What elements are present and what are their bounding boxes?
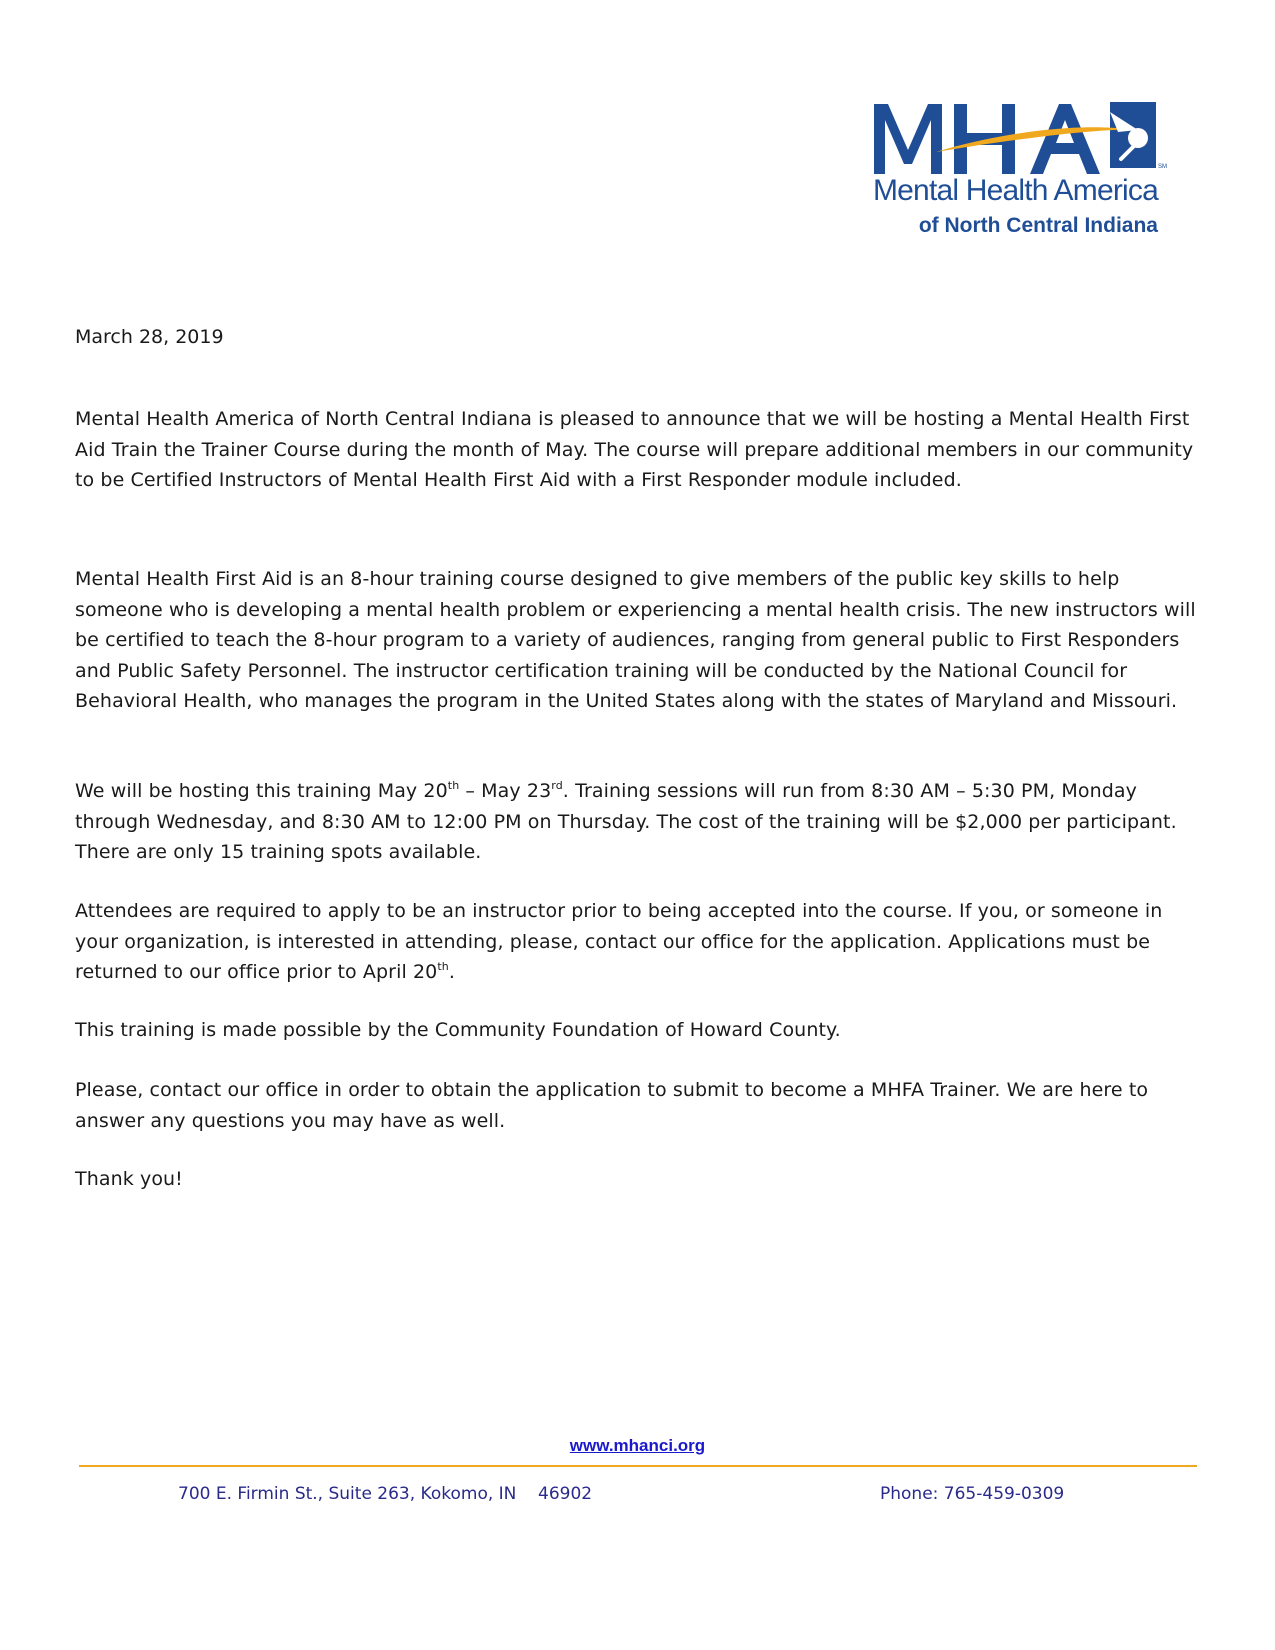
application-sup: th: [437, 960, 449, 973]
closing: Thank you!: [75, 1168, 183, 1190]
letter-date: March 28, 2019: [75, 326, 224, 348]
website-link[interactable]: www.mhanci.org: [569, 1436, 706, 1455]
paragraph-schedule: [75, 776, 1205, 868]
paragraph-announcement: Mental Health America of North Central Indiana is pleased to announce that we will be hosting a Mental Health First Aid Train the Trainer Course during the month of May. The course will prepare additional members in our community to be Certified Instructors of Mental Health First Aid with a First Responder module included.: [75, 408, 1194, 491]
schedule-text-a: We will be hosting this training May 20: [75, 780, 448, 802]
schedule-text-b: – May 23: [459, 780, 552, 802]
application-text-a: Attendees are required to apply to be an instructor prior to being accepted into the course. If you, or someone in your organization, is interested in attending, please, contact our office for the application. Applications must be returned to our office prior to April 20: [75, 900, 1163, 983]
org-name-line1: Mental Health America: [872, 174, 1158, 207]
org-name-line2: of North Central Indiana: [918, 214, 1158, 237]
application-text-b: .: [448, 961, 455, 983]
schedule-sup-2: rd: [551, 779, 563, 792]
paragraph-program-description: Mental Health First Aid is an 8-hour training course designed to give members of the public key skills to help someone who is developing a mental health problem or experiencing a mental health crisis. The new instructors will be certified to teach the 8-hour program to a variety of audiences, ranging from general public to First Responders and Public Safety Personnel. The instructor certification training will be conducted by the National Council for Behavioral Health, who manages the program in the United States along with the states of Maryland and Missouri.: [75, 568, 1196, 712]
schedule-sup-1: th: [447, 779, 460, 792]
mha-logo-mark: [872, 98, 1168, 178]
schedule-text-c: . Training sessions will run from 8:30 AM – 5:30 PM, Monday through Wednesday, and 8:30 AM to 12:00 PM on Thursday. The cost of the training will be $2,000 per participant. There are only 15 training spots available.: [75, 780, 1177, 863]
footer-divider: [79, 1465, 1197, 1467]
mha-logo: [868, 98, 1168, 238]
footer-address: 700 E. Firmin St., Suite 263, Kokomo, IN 46902: [178, 1484, 593, 1504]
svg-text:SM: SM: [1158, 164, 1167, 170]
footer-phone: Phone: 765-459-0309: [880, 1484, 1065, 1504]
paragraph-sponsor: This training is made possible by the Community Foundation of Howard County.: [75, 1019, 841, 1041]
paragraph-contact: Please, contact our office in order to obtain the application to submit to become a MHFA Trainer. We are here to answer any questions you may have as well.: [75, 1079, 1149, 1132]
paragraph-application: [75, 896, 1205, 988]
